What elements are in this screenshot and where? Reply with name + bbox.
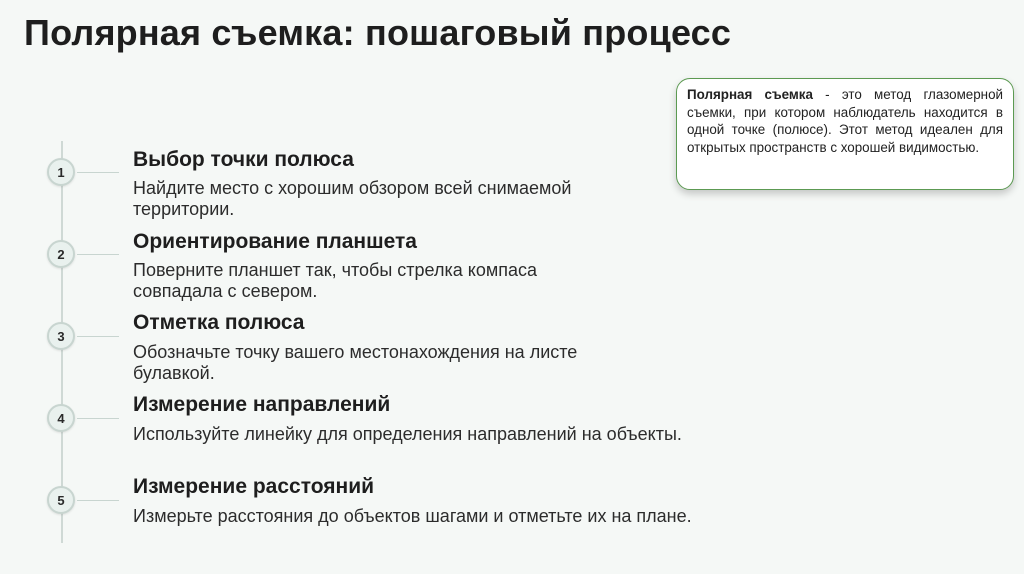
step-title: Измерение расстояний [133,475,375,498]
step-number-badge: 4 [47,404,75,432]
step-connector [77,418,119,419]
step-description-line: Найдите место с хорошим обзором всей снимаемой [133,178,572,198]
step-title: Выбор точки полюса [133,148,354,171]
step-description-line: Обозначьте точку вашего местонахождения на листе [133,342,578,362]
step-connector [77,254,119,255]
step-connector [77,172,119,173]
step-title: Отметка полюса [133,311,305,334]
step-description-line: булавкой. [133,363,215,383]
definition-term: Полярная съемка [687,87,813,102]
step-description-line: территории. [133,199,235,219]
step-description [133,260,537,302]
step-description [133,178,571,220]
step-description-line: Поверните планшет так, чтобы стрелка компаса [133,260,537,280]
slide-title: Полярная съемка: пошаговый процесс [24,12,732,53]
step-connector [77,500,119,501]
definition-text: - это метод глазомерной съемки, при котором наблюдатель находится в одной точке (полюсе). Этот метод идеален для открытых пространств с хорошей видимостью. [687,87,1003,155]
step-number-badge: 2 [47,240,75,268]
step-number-badge: 5 [47,486,75,514]
step-description-line: совпадала с севером. [133,281,318,301]
step-title: Ориентирование планшета [133,230,417,253]
step-number-badge: 3 [47,322,75,350]
step-description [133,506,692,527]
step-description-line: Измерьте расстояния до объектов шагами и отметьте их на плане. [133,506,692,526]
step-description [133,424,682,445]
step-description [133,342,577,384]
definition-callout [676,78,1014,190]
step-number-badge: 1 [47,158,75,186]
step-connector [77,336,119,337]
step-title: Измерение направлений [133,393,391,416]
step-description-line: Используйте линейку для определения направлений на объекты. [133,424,682,444]
